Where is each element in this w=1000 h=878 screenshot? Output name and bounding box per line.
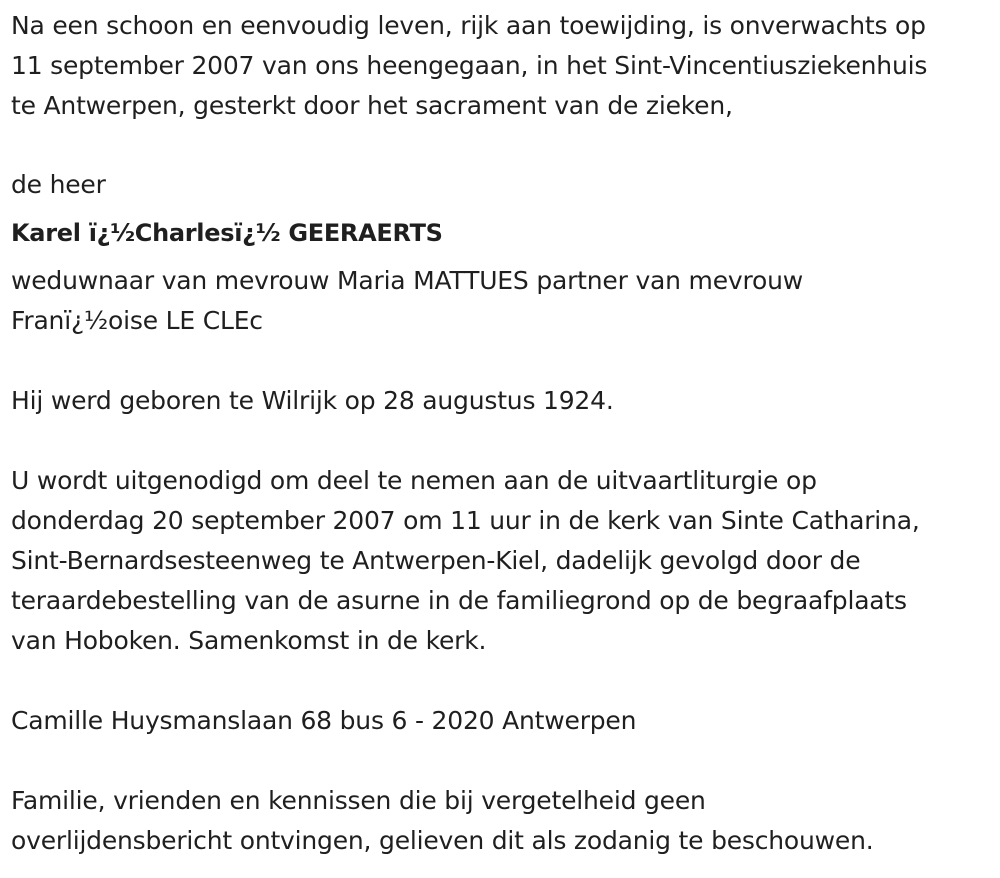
salutation: de heer — [11, 170, 106, 199]
funeral-line-5: van Hoboken. Samenkomst in de kerk. — [11, 626, 487, 655]
funeral-line-3: Sint-Bernardsesteenweg te Antwerpen-Kiel, dadelijk gevolgd door de — [11, 546, 861, 575]
funeral-line-1: U wordt uitgenodigd om deel te nemen aan de uitvaartliturgie op — [11, 466, 817, 495]
deceased-name: Karel ï¿½Charlesï¿½ GEERAERTS — [11, 219, 443, 247]
closing-line-2: overlijdensbericht ontvingen, gelieven dit als zodanig te beschouwen. — [11, 826, 874, 855]
home-address: Camille Huysmanslaan 68 bus 6 - 2020 Antwerpen — [11, 706, 637, 735]
funeral-line-2: donderdag 20 september 2007 om 11 uur in de kerk van Sinte Catharina, — [11, 506, 920, 535]
birth-statement: Hij werd geboren te Wilrijk op 28 augustus 1924. — [11, 386, 614, 415]
intro-line-1: Na een schoon en eenvoudig leven, rijk aan toewijding, is onverwachts op — [11, 11, 926, 40]
relation-line-1: weduwnaar van mevrouw Maria MATTUES partner van mevrouw — [11, 266, 803, 295]
relation-line-2: Franï¿½oise LE CLEc — [11, 306, 263, 335]
intro-line-3: te Antwerpen, gesterkt door het sacrament van de zieken, — [11, 91, 733, 120]
intro-line-2: 11 september 2007 van ons heengegaan, in het Sint-Vincentiusziekenhuis — [11, 51, 928, 80]
closing-line-1: Familie, vrienden en kennissen die bij vergetelheid geen — [11, 786, 706, 815]
funeral-line-4: teraardebestelling van de asurne in de familiegrond op de begraafplaats — [11, 586, 907, 615]
